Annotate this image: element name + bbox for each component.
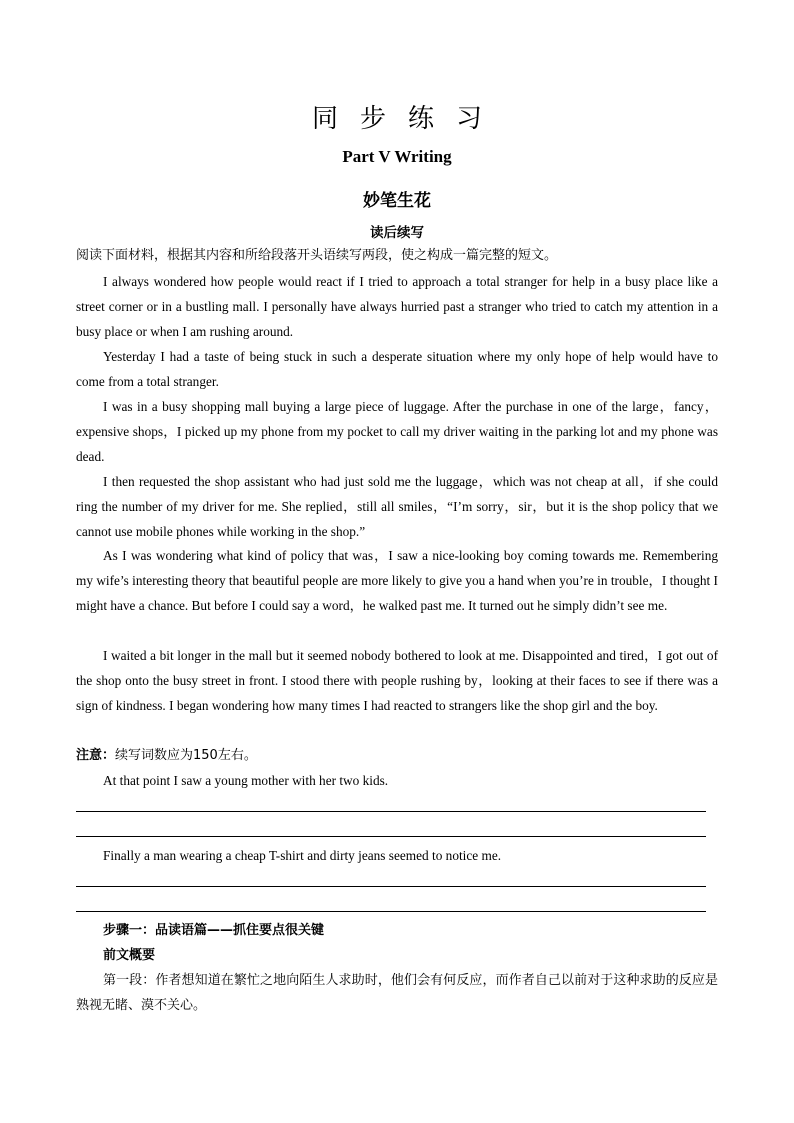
part-heading: Part V Writing [342, 147, 452, 166]
summary-paragraph: 第一段：作者想知道在繁忙之地向陌生人求助时，他们会有何反应，而作者自己以前对于这种求助的反应是熟视无睹、漠不关心。 [76, 973, 718, 1013]
passage-paragraph-3: I was in a busy shopping mall buying a large piece of luggage. After the purchase in one of the large，fancy，expensive shops，I picked up my phone from my pocket to call my driver waiting in the parking lot and my phone was dead. [76, 399, 718, 464]
summary-heading: 前文概要 [103, 948, 156, 963]
note-line [76, 743, 718, 768]
instruction-text: 阅读下面材料，根据其内容和所给段落开头语续写两段，使之构成一篇完整的短文。 [76, 248, 558, 263]
answer-line[interactable] [76, 911, 706, 912]
subsection-heading: 读后续写 [370, 225, 424, 241]
note-text: 续写词数应为150左右。 [115, 748, 257, 763]
answer-line[interactable] [76, 836, 706, 837]
note-label: 注意： [76, 748, 116, 763]
passage-paragraph-4: I then requested the shop assistant who had just sold me the luggage，which was not cheap at all，if she could ring the number of my driver for me. She replied，still all smiles，“I’m sorry，sir，but it is the shop policy that we cannot use mobile phones while working in the shop.” [76, 474, 718, 539]
prompt-1: At that point I saw a young mother with her two kids. [103, 773, 389, 788]
passage-paragraph-1: I always wondered how people would react if I tried to approach a total stranger for help in a busy place like a street corner or in a bustling mall. I personally have always hurried past a stranger who tried to catch my attention in a busy place or when I am rushing around. [76, 274, 718, 339]
passage-paragraph-5: As I was wondering what kind of policy that was，I saw a nice-looking boy coming towards me. Remembering my wife’s interesting theory that beautiful people are more likely to give you a hand when you’re in trouble，I thought I might have a chance. But before I could say a word，he walked past me. It turned out he simply didn’t see me. [76, 548, 718, 613]
page-title: 同步练习 [311, 104, 504, 134]
step-heading: 步骤一：品读语篇——抓住要点很关键 [103, 923, 325, 938]
section-heading: 妙笔生花 [363, 191, 431, 211]
passage-paragraph-6: I waited a bit longer in the mall but it seemed nobody bothered to look at me. Disappointed and tired，I got out of the shop onto the busy street in front. I stood there with people rushing by，looking at their faces to see if there was a sign of kindness. I began wondering how many times I had reacted to strangers like the shop girl and the boy. [76, 648, 718, 713]
passage-paragraph-2: Yesterday I had a taste of being stuck in such a desperate situation where my only hope of help would have to come from a total stranger. [76, 349, 718, 389]
answer-line[interactable] [76, 811, 706, 812]
prompt-2: Finally a man wearing a cheap T-shirt and dirty jeans seemed to notice me. [103, 848, 502, 863]
answer-line[interactable] [76, 886, 706, 887]
